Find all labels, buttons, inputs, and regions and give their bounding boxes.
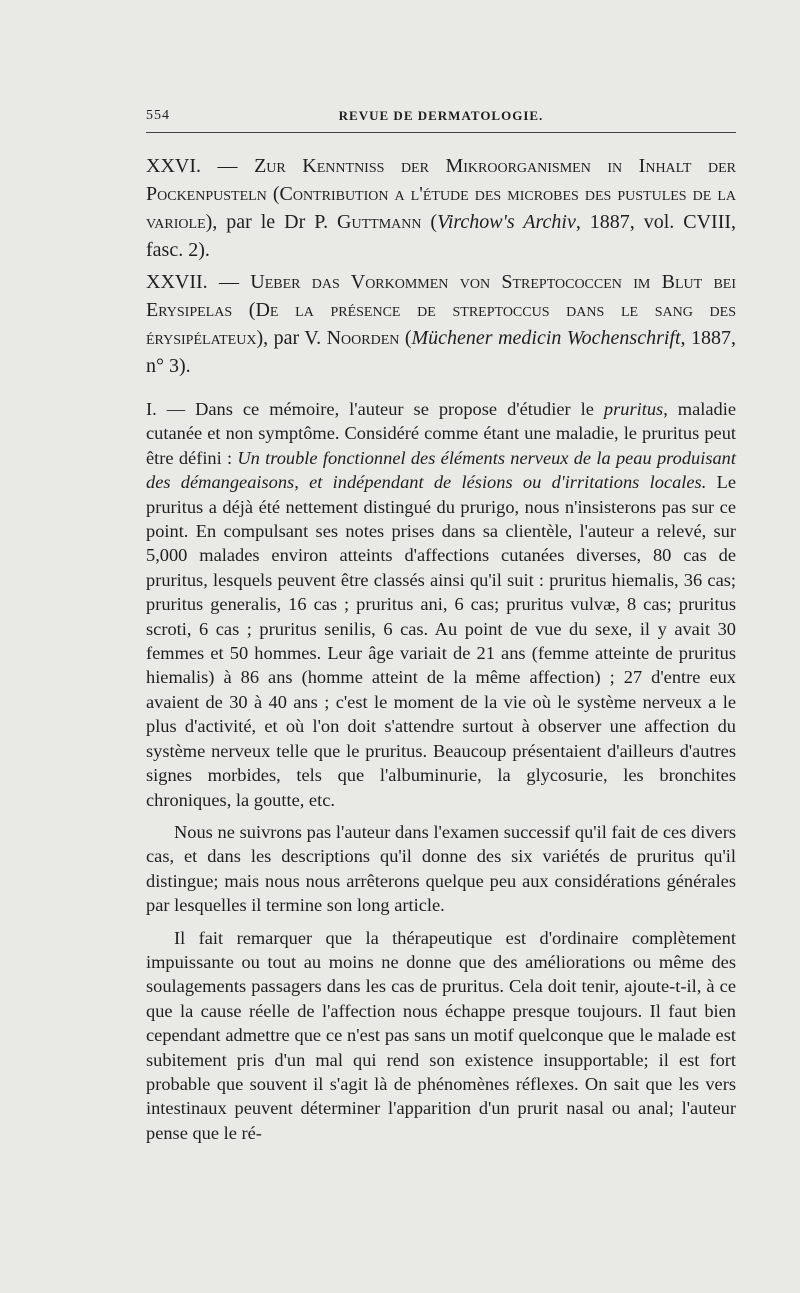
header-rule — [146, 132, 736, 133]
running-title: REVUE DE DERMATOLOGIE. — [338, 108, 544, 123]
paragraph-1: I. — Dans ce mémoire, l'auteur se propose d'étudier le pruritus, maladie cutanée et non symptôme. Considéré comme étant une maladie, le pruritus peut être défini : Un trouble fonctionnel des éléments nerveux de la peau produisant des démangeaisons, et indépendant de lésions ou d'irritations locales. Le pruritus a déjà été nettement distingué du prurigo, nous n'insisterons pas sur ce point. En compulsant ses notes prises dans sa clientèle, l'auteur a relevé, sur 5,000 malades environ atteints d'affections cutanées diverses, 80 cas de pruritus, lesquels peuvent être classés ainsi qu'il suit : pruritus hiemalis, 36 cas; pruritus generalis, 16 cas ; pruritus ani, 6 cas; pruritus vulvæ, 8 cas; pruritus scroti, 6 cas ; pruritus senilis, 6 cas. Au point de vue du sexe, il y avait 30 femmes et 50 hommes. Leur âge variait de 21 ans (femme atteinte de pruritus hiemalis) à 86 ans (homme atteint de la même affection) ; 27 d'entre eux avaient de 30 à 40 ans ; c'est le moment de la vie où le système nerveux a le plus d'activité, et où l'on doit s'attendre surtout à observer une affection du système nerveux telle que le pruritus. Beaucoup présentaient d'ailleurs d'autres signes morbides, tels que l'albuminurie, la glycosurie, les bronchites chroniques, la goutte, etc. — [146, 399, 736, 810]
entry-number: XXVI. — [146, 155, 201, 177]
entry-dash: — — [217, 155, 238, 177]
term-pruritus: pruritus — [603, 399, 664, 419]
entry-citation: , 1887, n° 3). — [146, 327, 737, 377]
entry-by: par V. — [273, 327, 322, 349]
page-number: 554 — [146, 108, 170, 123]
entry-citation: , 1887, vol. CVIII, fasc. 2). — [146, 211, 737, 261]
entry-dash: — — [218, 271, 239, 293]
entry-title: Zur Kenntniss der Mikroorganismen in Inhalt der Pockenpusteln (Contribution a l'étude des microbes des pustules de la variole), — [146, 155, 737, 233]
entry-by: par le — [226, 211, 276, 233]
bibliography-entry: XXVI. — Zur Kenntniss der Mikroorganismen in Inhalt der Pockenpusteln (Contribution a l'étude des microbes des pustules de la variole), par le Dr P. Guttmann (Virchow's Archiv, 1887, vol. CVIII, fasc. 2). — [146, 155, 737, 261]
entry-journal: Müchener medicin Wochenschrift — [411, 327, 681, 349]
entry-journal: Virchow's Archiv — [437, 211, 576, 233]
definition: Un trouble fonctionnel des éléments nerveux de la peau produisant des démangeaisons, et indépendant de lésions ou d'irritations locales. — [146, 447, 736, 493]
entry-doctor: Dr — [284, 211, 306, 233]
entry-author: Noorden — [326, 327, 400, 349]
page-header — [146, 108, 736, 130]
paragraph-3: Il fait remarquer que la thérapeutique est d'ordinaire complètement impuissante ou tout au moins ne donne que des améliorations ou même des soulagements passagers dans les cas de pruritus. Cela doit tenir, ajoute-t-il, à ce que la cause réelle de l'affection nous échappe presque toujours. Il faut bien cependant admettre que ce n'est pas sans un motif quelconque que le malade est subitement pris d'un mal qui rend son existence insupportable; il est fort probable que souvent il s'agit là de phénomènes réflexes. On sait que les vers intestinaux peuvent déterminer l'apparition d'un prurit nasal ou anal; l'auteur pense que le ré- — [146, 927, 736, 1143]
entry-author: P. Guttmann — [314, 211, 422, 233]
entry-title: Ueber das Vorkommen von Streptococcen im Blut bei Erysipelas (De la présence de streptoccus dans le sang des érysipélateux), — [146, 271, 737, 349]
paragraph-2: Nous ne suivrons pas l'auteur dans l'examen successif qu'il fait de ces divers cas, et dans les descriptions qu'il donne des six variétés de pruritus qu'il distingue; mais nous nous arrêterons quelque peu aux considérations générales par lesquelles il termine son long article. — [146, 821, 736, 916]
bibliography-entry: XXVII. — Ueber das Vorkommen von Streptococcen im Blut bei Erysipelas (De la présence de streptoccus dans le sang des érysipélateux), par V. Noorden (Müchener medicin Wochenschrift, 1887, n° 3). — [146, 271, 737, 377]
review-text — [146, 397, 736, 1145]
entry-number: XXVII. — [146, 271, 208, 293]
